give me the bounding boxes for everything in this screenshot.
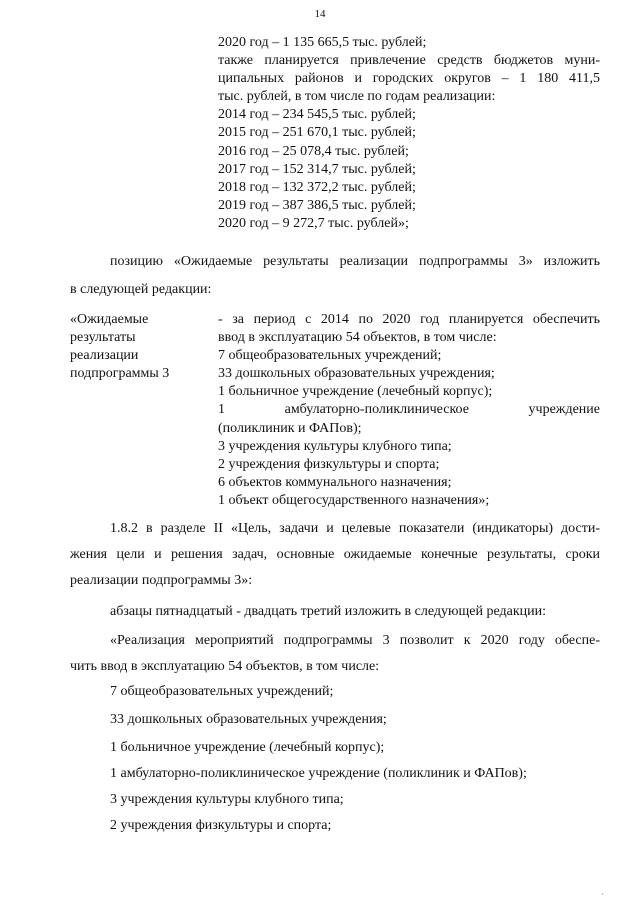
table-left-line: подпрограммы 3 <box>70 366 170 382</box>
funding-line: 2015 год – 251 670,1 тыс. рублей; <box>218 125 416 141</box>
table-right-cell <box>218 311 600 510</box>
funding-line: также планируется привлечение средств бюджетов муни- <box>218 53 600 69</box>
realizacia-paragraph <box>70 628 600 680</box>
abzacy-paragraph: абзацы пятнадцатый - двадцать третий изложить в следующей редакции: <box>110 604 546 619</box>
table-right-line: 2 учреждения физкультуры и спорта; <box>218 456 440 472</box>
table-left-line: результаты <box>70 330 136 346</box>
list-item: 2 учреждения физкультуры и спорта; <box>110 818 332 833</box>
corner-mark: · <box>601 890 604 899</box>
section-line: жения цели и решения задач, основные ожидаемые конечные результаты, сроки <box>70 547 600 562</box>
list-item: 7 общеобразовательных учреждений; <box>110 684 334 699</box>
table-right-line: 1 амбулаторно-поликлиническое учреждение <box>218 402 600 418</box>
intro-paragraph-line: позицию «Ожидаемые результаты реализации подпрограммы 3» изложить <box>110 254 600 269</box>
table-right-line: - за период с 2014 по 2020 год планируется обеспечить <box>218 312 600 327</box>
section-line: 1.8.2 в разделе II «Цель, задачи и целевые показатели (индикаторы) дости- <box>110 521 600 536</box>
table-right-line: 33 дошкольных образовательных учреждения; <box>218 366 495 382</box>
funding-line: 2016 год – 25 078,4 тыс. рублей; <box>218 143 409 159</box>
table-right-line: 6 объектов коммунального назначения; <box>218 474 452 490</box>
table-right-line: 1 больничное учреждение (лечебный корпус); <box>218 384 493 400</box>
table-right-line: ввод в эксплуатацию 54 объектов, в том числе: <box>218 330 497 346</box>
table-right-line: 1 объект общегосударственного назначения»; <box>218 492 490 508</box>
table-left-line: «Ожидаемые <box>70 312 149 327</box>
table-left-line: реализации <box>70 348 139 364</box>
intro-paragraph-line: в следующей редакции: <box>70 282 212 297</box>
funding-line: тыс. рублей, в том числе по годам реализации: <box>218 89 496 105</box>
funding-line: 2017 год – 152 314,7 тыс. рублей; <box>218 161 416 177</box>
funding-line: 2020 год – 9 272,7 тыс. рублей»; <box>218 215 409 231</box>
realizacia-line: чить ввод в эксплуатацию 54 объектов, в том числе: <box>70 659 380 674</box>
section-line: реализации подпрограммы 3»: <box>70 573 253 588</box>
table-right-line: 3 учреждения культуры клубного типа; <box>218 438 452 454</box>
funding-line: 2019 год – 387 386,5 тыс. рублей; <box>218 197 416 213</box>
section-1-8-2 <box>70 516 600 594</box>
table-right-line: (поликлиник и ФАПов); <box>218 420 362 436</box>
table-right-line: 7 общеобразовательных учреждений; <box>218 348 442 364</box>
funding-line: 2018 год – 132 372,2 тыс. рублей; <box>218 179 416 195</box>
list-item: 3 учреждения культуры клубного типа; <box>110 792 344 807</box>
realizacia-line: «Реализация мероприятий подпрограммы 3 позволит к 2020 году обеспе- <box>110 633 600 648</box>
funding-line: 2014 год – 234 545,5 тыс. рублей; <box>218 107 416 123</box>
list-item: 1 больничное учреждение (лечебный корпус); <box>110 740 385 755</box>
page-number: 14 <box>314 8 326 20</box>
funding-line: ципальных районов и городских округов – 1 180 411,5 <box>218 71 600 87</box>
list-item: 33 дошкольных образовательных учреждения; <box>110 712 387 727</box>
list-item: 1 амбулаторно-поликлиническое учреждение (поликлиник и ФАПов); <box>110 766 527 781</box>
funding-block <box>218 34 600 233</box>
funding-line: 2020 год – 1 135 665,5 тыс. рублей; <box>218 35 427 50</box>
table-left-cell <box>70 311 210 383</box>
